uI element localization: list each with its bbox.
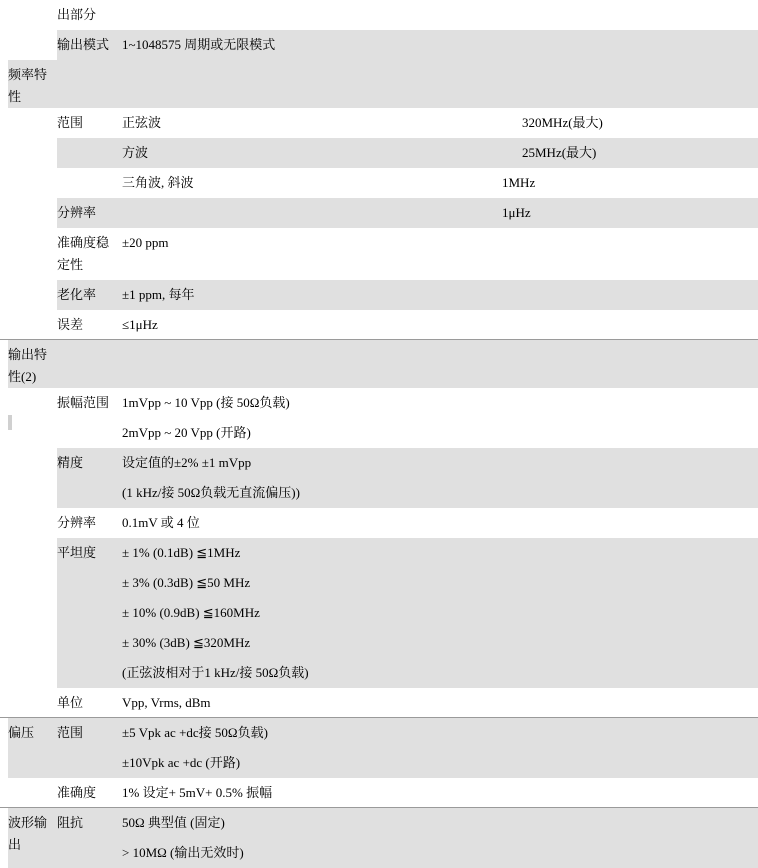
spec-extra-value: 1μHz	[502, 205, 531, 220]
spec-value: 2mVpp ~ 20 Vpp (开路)	[122, 425, 251, 440]
spec-values	[122, 538, 502, 688]
table-row	[0, 807, 758, 868]
spec-extra-values	[502, 108, 603, 138]
spec-value: ≤1μHz	[122, 317, 158, 332]
section-label	[0, 448, 57, 508]
spec-label: 阻抗	[57, 815, 84, 830]
spec-value: 1% 设定+ 5mV+ 0.5% 振幅	[122, 785, 273, 800]
spec-value: 方波	[122, 145, 149, 160]
spec-extra-values	[502, 138, 596, 168]
spec-values	[122, 718, 502, 778]
spec-extra-values	[502, 168, 535, 198]
spec-values	[122, 778, 502, 808]
table-row	[0, 388, 758, 448]
spec-value: 三角波, 斜波	[122, 175, 194, 190]
section-label	[0, 228, 57, 280]
spec-value: ± 1% (0.1dB) ≦1MHz	[122, 545, 241, 560]
spec-label: 单位	[57, 695, 84, 710]
spec-value: 50Ω 典型值 (固定)	[122, 815, 225, 830]
spec-value: Vpp, Vrms, dBm	[122, 695, 211, 710]
table-row	[0, 198, 758, 228]
section-label	[0, 30, 57, 60]
spec-value: (正弦波相对于1 kHz/接 50Ω负载)	[122, 665, 309, 680]
spec-value: 设定值的±2% ±1 mVpp	[122, 455, 252, 470]
spec-values	[122, 280, 502, 310]
spec-values	[122, 688, 502, 718]
spec-value: 0.1mV 或 4 位	[122, 515, 200, 530]
section-label	[0, 138, 57, 168]
spec-values	[122, 808, 502, 868]
spec-label: 范围	[57, 115, 84, 130]
section-label	[0, 280, 57, 310]
table-row	[0, 688, 758, 718]
section-label	[0, 508, 57, 538]
table-row	[0, 448, 758, 508]
table-row	[0, 168, 758, 198]
spec-value: ±10Vpk ac +dc (开路)	[122, 755, 241, 770]
spec-label: 出部分	[57, 7, 97, 22]
spec-values	[122, 340, 502, 388]
spec-label	[57, 60, 119, 108]
section-label	[0, 688, 57, 718]
spec-label: 振幅范围	[57, 395, 110, 410]
section-label	[0, 198, 57, 228]
table-row	[0, 778, 758, 808]
spec-value: ±5 Vpk ac +dc接 50Ω负载)	[122, 725, 268, 740]
spec-values	[122, 168, 502, 198]
spec-value: ± 30% (3dB) ≦320MHz	[122, 635, 251, 650]
spec-value: ± 3% (0.3dB) ≦50 MHz	[122, 575, 251, 590]
spec-label	[57, 138, 119, 168]
table-row	[0, 508, 758, 538]
spec-values	[122, 138, 502, 168]
table-row	[0, 310, 758, 340]
spec-label	[57, 168, 119, 198]
table-row	[0, 60, 758, 108]
spec-label: 范围	[57, 725, 84, 740]
spec-value: ±1 ppm, 每年	[122, 287, 195, 302]
spec-values	[122, 508, 502, 538]
spec-extra-values	[502, 198, 531, 228]
table-row	[0, 339, 758, 388]
spec-value: 1mVpp ~ 10 Vpp (接 50Ω负载)	[122, 395, 290, 410]
spec-values	[122, 388, 502, 448]
spec-extra-value: 1MHz	[502, 175, 536, 190]
spec-values	[122, 60, 502, 108]
section-label	[0, 388, 57, 448]
spec-label: 输出模式	[57, 37, 110, 52]
section-label: 输出特性(2)	[8, 347, 48, 384]
spec-label: 分辨率	[57, 205, 97, 220]
spec-label: 准确度	[57, 785, 97, 800]
table-row	[0, 138, 758, 168]
table-row	[0, 228, 758, 280]
spec-label: 误差	[57, 317, 84, 332]
section-label: 频率特性	[8, 67, 48, 104]
section-label: 波形输出	[8, 815, 48, 852]
table-row	[0, 108, 758, 138]
spec-label: 精度	[57, 455, 84, 470]
spec-value: > 10MΩ (输出无效时)	[122, 845, 244, 860]
spec-value: 正弦波	[122, 115, 162, 130]
spec-extra-value: 25MHz(最大)	[522, 145, 597, 160]
spec-values	[122, 198, 502, 228]
section-label	[0, 168, 57, 198]
table-row	[0, 717, 758, 778]
spec-label: 老化率	[57, 287, 97, 302]
section-label: 偏压	[8, 725, 35, 740]
section-label	[0, 538, 57, 688]
spec-values	[122, 30, 502, 60]
spec-value: ±20 ppm	[122, 235, 169, 250]
spec-label: 分辨率	[57, 515, 97, 530]
spec-value: (1 kHz/接 50Ω负载无直流偏压))	[122, 485, 300, 500]
spec-extra-value: 320MHz(最大)	[522, 115, 603, 130]
spec-label	[57, 340, 119, 388]
section-label	[0, 108, 57, 138]
spec-label: 准确度稳定性	[57, 235, 110, 272]
spec-values	[122, 228, 502, 280]
table-row	[0, 0, 758, 30]
table-row	[0, 538, 758, 688]
spec-label: 平坦度	[57, 545, 97, 560]
spec-value: ± 10% (0.9dB) ≦160MHz	[122, 605, 260, 620]
table-row	[0, 280, 758, 310]
table-row	[0, 30, 758, 60]
section-label	[0, 310, 57, 340]
spec-value: 1~1048575 周期或无限模式	[122, 37, 276, 52]
section-label	[0, 778, 57, 808]
spec-values	[122, 108, 502, 138]
section-label	[0, 0, 57, 30]
spec-values	[122, 310, 502, 340]
spec-values	[122, 0, 502, 30]
spec-values	[122, 448, 502, 508]
